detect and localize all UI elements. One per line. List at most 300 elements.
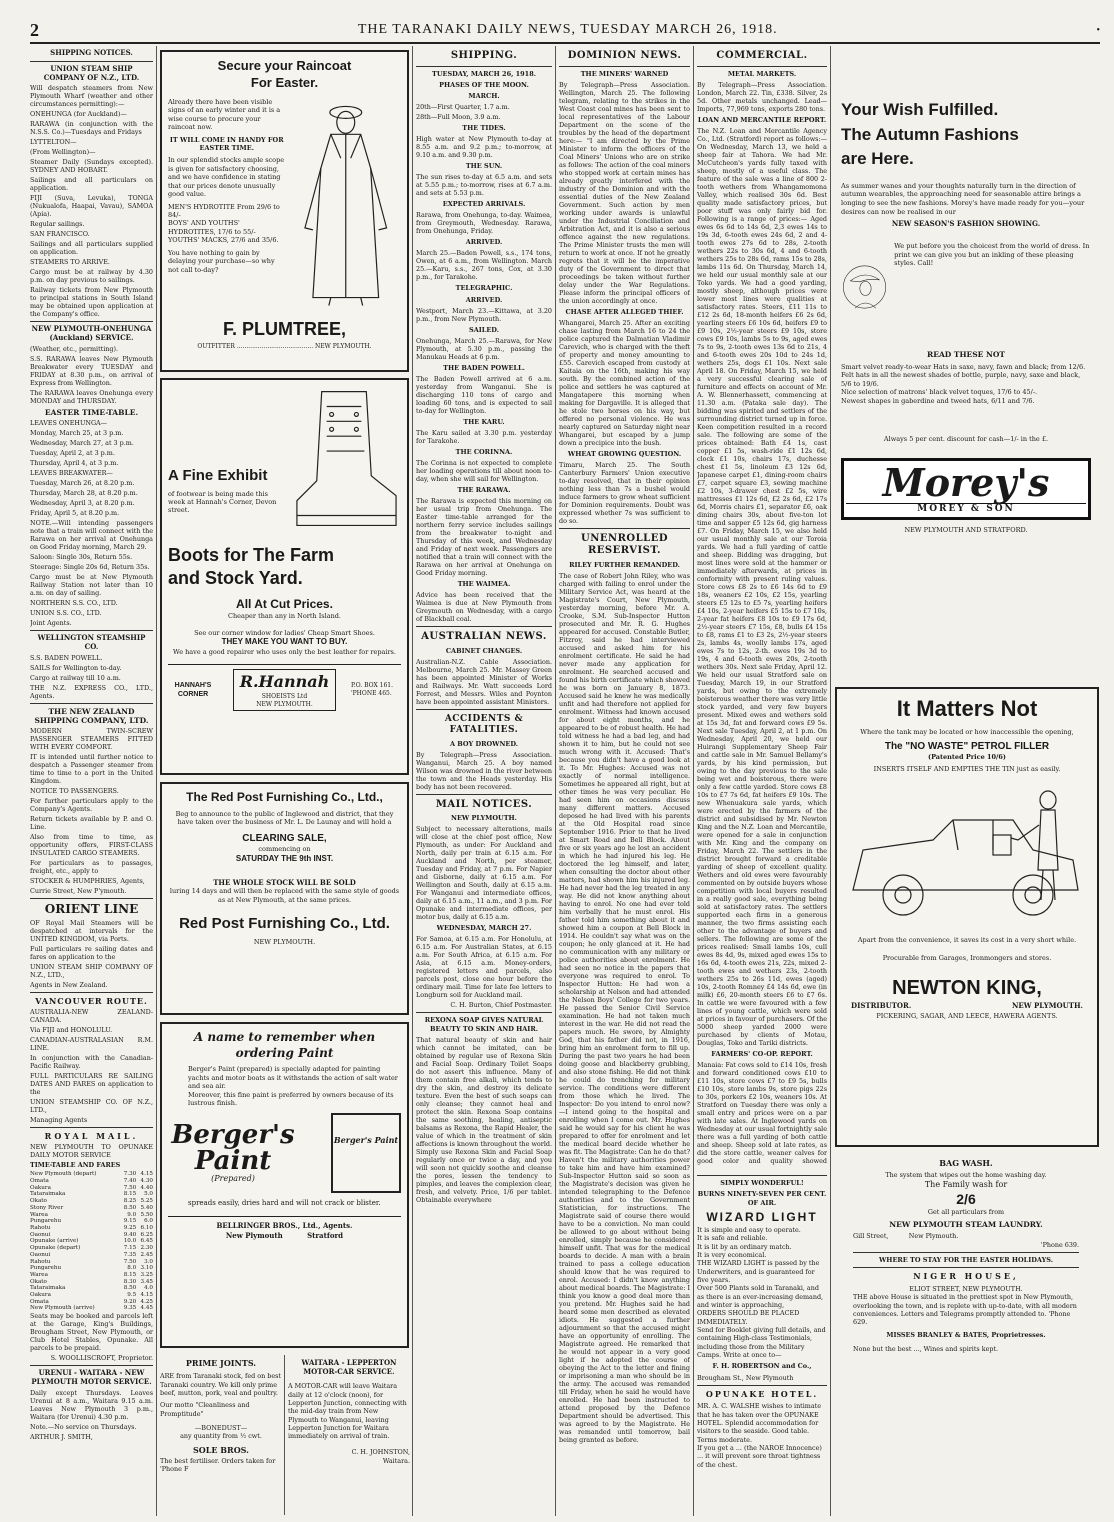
prime-bonedust: —BONEDUST— — [194, 1424, 248, 1433]
hannah-window: See our corner window for ladies' Cheap Smart Shoes. — [194, 628, 375, 637]
timetable-cell: Pungarehu — [30, 1265, 62, 1272]
timetable — [30, 1171, 153, 1312]
corinna-heading: THE CORINNA. — [455, 448, 513, 456]
prime-joints-ad — [160, 1355, 282, 1515]
opunake-title: OPUNAKE HOTEL. — [705, 1388, 819, 1399]
text-line: Thursday, April 4, at 3 p.m. — [30, 459, 119, 468]
wizard-burns: BURNS NINETY-SEVEN PER CENT. OF AIR. — [697, 1190, 827, 1207]
hannah-cheaper: Cheaper than any in North Island. — [228, 612, 341, 621]
metal-body: By Telegraph—Press Association. London, March 22. Tin, £338. Silver, 2s 5d. Other metals unchanged. Lead—Imports, 77,969 tons, exports 280 tons. — [697, 80, 827, 113]
text-line: It is lit by an ordinary match. — [697, 1242, 792, 1251]
prime-firm: SOLE BROS. — [193, 1444, 249, 1455]
morey-read: READ THESE NOT — [927, 350, 1005, 360]
bagwash-l1: The system that wipes out the home washing day. — [885, 1171, 1047, 1180]
timetable-cell: 6.10 — [140, 1225, 153, 1231]
raincoat-item: MEN'S HYDROTITE From 29/6 to 84/- — [168, 202, 280, 220]
newton-firm: NEWTON KING, — [892, 976, 1042, 999]
timetable-row — [30, 1285, 153, 1292]
text-line: Also from time to time, as opportunity offers, FIRST-CLASS INSULATED CARGO STEAMERS. — [30, 833, 153, 858]
text-line: THE N.Z. EXPRESS CO., LTD., Agents. — [30, 683, 153, 700]
opunake-foot: If you get a ... (the NAROE Innocence) ... it will prevent sore throat tightness of the chest. — [697, 1443, 822, 1469]
text-line: LEAVES BREAKWATER— — [30, 469, 113, 478]
timetable-cell: 5.40 — [140, 1204, 153, 1211]
chase-heading: CHASE AFTER ALLEGED THIEF. — [565, 307, 684, 316]
arrived-heading: ARRIVED. — [465, 238, 503, 247]
niger-title: NIGER HOUSE, — [913, 1271, 1019, 1282]
timetable-cell: 7.40 — [123, 1178, 137, 1185]
morey-cash: Always 5 per cent. discount for cash—1/- in the £. — [883, 435, 1049, 444]
timetable-cell: 8.50 — [123, 1285, 137, 1292]
timetable-cell: 10.0 — [123, 1238, 137, 1245]
timetable-cell: Pungarehu — [30, 1218, 62, 1225]
berger-body2: Moreover, this fine paint is preferred by owners because of its lustrous finish. — [188, 1090, 394, 1107]
timetable-cell: 7.30 — [123, 1171, 137, 1178]
text-line: Sailings and all particulars supplied on application. — [30, 240, 153, 257]
timetable-cell: 2.30 — [140, 1245, 153, 1252]
mail-body: Subject to necessary alterations, mails will close at the chief post office, New Plymouth, as under: For Auckland and North, daily per train at 6.15 a.m. For Auckland and North, per steamer, Tuesday and Friday, at 7 p.m. For Napier and Gisborne, daily at 6.15 a.m. For Wellington and South, daily at 6.15 a.m. For Wanganui and intermediate offices, daily at 6.15 a.m., 11 a.m., and 3 p.m. For Opunake and intermediate offices, per motor bus, daily at 6.15 a.m. — [416, 825, 552, 922]
karu-body: The Karu sailed at 3.30 p.m. yesterday for Tarakohe. — [416, 429, 552, 445]
berger-logo: Berger's — [171, 1120, 295, 1151]
arrived-body: March 25.—Baden Powell, s.s., 174 tons, Owen, at 6 a.m., from Wellington. March 25.—Karu, s.s., 267 tons, Cox, at 3.30 p.m., for Tarakohe. — [416, 249, 552, 282]
morey-body: As summer wanes and your thoughts naturally turn in the direction of autumn wearables, the approaching need for seasonable attire brings a longing to see the new fashions. Morey's have made ready for you—your desires can now be realised in our — [841, 181, 1085, 216]
morey-logo: Morey's — [882, 459, 1050, 505]
text-line: UNION STEAMSHIP CO. OF N.Z., LTD., — [30, 1098, 153, 1115]
text-line: CANADIAN-AUSTRALASIAN R.M. LINE. — [30, 1036, 153, 1053]
timetable-cell: 9.5 — [127, 1292, 137, 1299]
timetable-cell: 3.0 — [144, 1258, 153, 1265]
berger-paint-ad — [160, 1022, 409, 1348]
easter-title: EASTER TIME-TABLE. — [44, 407, 139, 417]
newton-patent: (Patented Price 10/6) — [928, 753, 1006, 762]
newton-filler: The "NO WASTE" PETROL FILLER — [884, 741, 1050, 753]
nzship-body — [30, 727, 153, 895]
text-line: RARAWA (in conjunction with the N.S.S. Co.)—Tuesdays and Fridays — [30, 120, 153, 137]
page-number: 2 — [30, 19, 39, 40]
hannah-town: NEW PLYMOUTH. — [256, 700, 313, 708]
col1-header: SHIPPING NOTICES. — [50, 48, 133, 57]
easter-body — [30, 419, 153, 627]
timetable-cell: Stony River — [30, 1204, 64, 1211]
timetable-cell: 3.10 — [140, 1265, 153, 1272]
commercial-column — [697, 46, 827, 1166]
hannah-boots-ad — [160, 378, 409, 775]
bagwash-l2: The Family wash for — [924, 1179, 1008, 1189]
timetable-cell: Oakura — [30, 1184, 51, 1191]
timetable-cell: Warea — [30, 1211, 48, 1218]
text-line: FIJI (Suva, Levuka), TONGA (Nukualofa, Haapai, Vavau), SAMOA (Apia). — [30, 194, 153, 219]
arrived2-heading: ARRIVED. — [465, 295, 503, 304]
tides-heading: THE TIDES. — [462, 123, 506, 132]
waitara-title: WAITARA - LEPPERTON MOTOR-CAR SERVICE. — [301, 1358, 397, 1377]
timetable-cell: 8.50 — [123, 1204, 137, 1211]
timetable-cell: 9.40 — [123, 1231, 137, 1238]
text-line: Cargo must be at New Plymouth Railway Station not later than 10 a.m. on day of sailing. — [30, 573, 153, 598]
tides-body: High water at New Plymouth to-day at 8.55 a.m. and 9.2 p.m.; to-morrow, at 9.10 a.m. and 9.30 p.m. — [416, 135, 552, 159]
hannah-want: THEY MAKE YOU WANT TO BUY. — [221, 637, 348, 647]
timetable-cell: 8.25 — [123, 1198, 137, 1205]
timetable-row — [30, 1225, 153, 1232]
morey-head2: The Autumn Fashions — [841, 124, 1019, 144]
wheat-heading: WHEAT GROWING QUESTION. — [567, 449, 682, 458]
text-line: ONEHUNGA (for Auckland)— — [30, 110, 127, 119]
morey-logo2: MOREY & SON — [846, 503, 1086, 516]
text-line: Cargo at railway till 10 a.m. — [30, 673, 121, 682]
timetable-cell: 9.0 — [127, 1211, 137, 1218]
column-rule — [412, 46, 413, 1516]
text-line: NORTHERN S.S. CO., LTD. — [30, 599, 118, 608]
plumtree-footer: OUTFITTER ........................................ NEW PLYMOUTH. — [197, 343, 372, 351]
morey-fashion-ad — [835, 92, 1097, 685]
chase-body: Whangarei, March 25. After an exciting chase lasting from March 16 to 24 the police captured the Dalmatian Vladimir Carevich, who is charged with the theft of property and money amounting to £55. Carevich escaped from custody at Kaitaia on the 16th, making his way south. By the combined action of the police and settlers he was captured at Mangatapere this morning when making for Dargaville. It is alleged that he stole two horses on his way, but offered no personal violence. He was nearly captured on Saturday night near Whangarei, but escaped by a jump down a precipice into the bush. — [559, 318, 690, 447]
berger-agents: BELLRINGER BROS., Ltd., Agents. — [216, 1221, 353, 1231]
hannah-head2: and Stock Yard. — [168, 568, 303, 589]
column-rule — [693, 46, 694, 1516]
moon-line: 20th—First Quarter, 1.7 a.m. — [416, 102, 510, 111]
text-line: Felt hats in all the newest shades of bottle, purple, navy, saxe and black, 5/6 to 19/6. — [841, 371, 1081, 388]
arrived2-body: Westport, March 23.—Kittawa, at 3.20 p.m., from New Plymouth. — [416, 306, 552, 323]
raincoat-body3: You have nothing to gain by delaying your purchase—so why not call to-day? — [168, 248, 275, 274]
timetable-cell: 2.45 — [140, 1251, 153, 1258]
timetable-row — [30, 1205, 153, 1212]
text-line: Nice selection of matrons' black velvet toques, 17/6 to 45/-. — [841, 388, 1038, 397]
royalmail-sub: NEW PLYMOUTH TO OPUNAKE DAILY MOTOR SERVICE — [30, 1143, 153, 1160]
timetable-cell: Tataraimaka — [30, 1191, 66, 1198]
bag-wash-ad — [835, 1155, 1097, 1515]
bagwash-firm: NEW PLYMOUTH STEAM LAUNDRY. — [889, 1219, 1043, 1229]
text-line: NOTICE TO PASSENGERS. — [30, 787, 119, 796]
sun-heading: THE SUN. — [465, 162, 503, 170]
karu-heading: THE KARU. — [463, 417, 505, 426]
loan-body: The N.Z. Loan and Mercantile Agency Co., Ltd. (Stratford) report as follows:— On Wednesday, March 13, we held a sheep fair at Tahora. We had Mr. McCutcheon's yards fully taxed with sheep, mostly of a useful class. The feature of the sale was a line of 800 2-tooth wethers from Whangamomona Valley, which realised 30s 6d. Best quality made satisfactory prices, but poor stuff was only fairly bid for. Following is a range of prices:— Aged ewes 6s 6d to 14s 6d, 2,3 ewes 14s to 19s 3d, 6-tooth ewes 24s 6d, 2 and 4-tooth ewes 27s 6d to 28s, 2-tooth wethers 22s to 30s 6d, 4 and 6-tooth wethers 25s to 28s 6d, rams 15s to 28s, lambs 11s 6d. On Thursday, March 14, we held our usual monthly sale at our Toko yards. We had a good yarding, mostly sheep, although prices were lower most lines were qualities at satisfactory rates. Steers, £11 11s to £12 2s 6d, 18-month heifers £6 2s 6d, yearling steers £6 10s 6d, heifers £9 to £9 10s, 2½-year steers £9 10s, store cows £9 10s, lambs 5s to 9s, aged ewes 7s to 9s, 2-tooth ewes 13s 6d to 21s, 4 and 6-tooth ewes 20s 10d to 24s 1d, wethers 25s, dogs £1 10s. Next sale April 18. On Friday, March 15, we held a very successful clearing sale of furniture and effects on account of Mr. A. W. Blennerhassett, commencing at 11.30 a.m. (Pataka sale day). The bidding was spirited and settlers of the surrounding district turned up in force. Keen competition resulted in a record sale. The following are some of the prices obtained: Bath £4 1s, cast copper £1 5s, wash-ride £1 12s 6d, clock £1 10s, chairs 17s, duchesse chest £1 5s, linoleum £3 12s 6d, Japanese carpet £1, dining-room chairs £7, carpet square £3, sewing machine £2 10s, 3-drawer chest £2 5s, wire mattresses £1 12s 6d, £2 2s 6d, £2 17s 6d, Morris chairs £1, separator £6, oak dining chairs 30s, about five-ton lot time and sapper £5 12s 6d, gig harness £7. On Friday, March 15, we also held our usual monthly sale at our Toroia yards. We had a full yarding of cattle and sheep. Bidding was dragging, but most lines were sold at the hammer or immediately afterwards, at prices in conformity with present ruling values. Store cows £8 2s to £6 14s 6d to £9 18s, weaners £2 10s, £2 15s, yearling steers £5 12s to £5 7s, yearling heifers £4 10s, 2-year heifers £5 15s to £7 10s, 2-year fat heifers £8 10s to £9 17s 6d, 2½-year steers £7 15s, £8, bulls £4 15s to £8, rams £1 to £3 2s, 2½-year steers 2s, lambs 4s, woolly lambs 17s, aged ewes 7s to 12s, 2-th. ewes 19s 3d to 19s, 4 and 6-tooth ewes 20s, 2-tooth wethers 30s. Next sale Friday, April 12. We held our usual Stratford sale on Tuesday, March 19, in our Stratford yards, but owing to the extremely boisterous weather there was very little stock yarded, and very few buyers present. Mixed ewes and wethers sold at 15s 3d, fat and forward cows £9 5s. Next sale Tuesday, April 2, at 1 p.m. On Wednesday, April 20, we held our Huirangi Supplementary Sheep Fair and cattle sale in Mr. Samuel Bellamy's yards, by his kind permission, but owing to the day previous to the sale being wet and boisterous, there were only a few cattle yarded. Store cows £8 10s to £7 7s 6d, fat heifers £9 10s. The new Whenuakura sale yards, which were erected by the farmers of the district and subsidised by Mr. Newton King and the N.Z. Loan and Mercantile, were opened for a sale in conjunction with Mr. King and the company on Friday, March 22. The settlers in the district brought forward a creditable yarding of sheep of excellent quality. Wethers and old ewes were favourably commented on by outside buyers whose competition with local buyers resulted in a really good sale, everything being sold at satisfactory rates. The settlers supported each firm in a generous manner, the two firms assisting each other to the advantage of buyers and sellers. The following are some of the prices realised: Small lambs 10s, cull ewes 8s 4d, 9s, mixed aged ewes 15s to 16s 6d, 4-tooth ewes 21s, 22s, mixed 2-tooth ewes and wethers 23s, 2-tooth wethers 25s to 26s 11d, ewes (aged) 10s, 2-tooth Romney £4 14s 6d, ewe (in milk) £6, 20-month steers £6 to £7 6s. In cattle we were favoured with a few lines of young cattle, which were sold at prices in favour of purchasers. Of the 5000 sheep yarded 2000 were purchased by clients of Motau, Douglas, Toko and Tariki districts. — [697, 126, 827, 1047]
wines-note: None but the best ..., Wines and spirits kept. — [853, 1344, 999, 1353]
berger-prep: (Prepared) — [211, 1174, 255, 1184]
rexona-body: That natural beauty of skin and hair which cannot be imitated, can be obtained by regular use of Rexona Skin and Facial Soap. Ordinary Toilet Soaps do not assert this influence. Many of them contain free alkali, which tends to dry the skin, and destroy its delicate texture. Even the best of such soaps can only cleanse; they cannot heal and protect the skin. Rexona Soap contains the same soothing, healing, antiseptic balsams as Rexona, the Rapid Healer, the value of which in the treatment of skin affections is known throughout the world. Simply use Rexona Skin and Facial Soap regularly once or twice a day, and you will soon not quickly soothe and cleanse the pores, lessen the tendency to pimples, and leaves the complexion clear, fresh, and velvety. Price, 1/6 per tablet. Obtainable everywhere — [416, 1035, 552, 1204]
masthead — [30, 18, 1100, 44]
waitara-town: Waitara. — [382, 1456, 410, 1465]
timetable-cell: 7.50 — [123, 1258, 137, 1265]
timetable-cell: 5.0 — [144, 1191, 153, 1198]
timetable-cell: New Plymouth (arrive) — [30, 1305, 95, 1312]
text-line: Daily except Thursdays. Leaves Urenui at 8 a.m., Waitara 9.15 a.m. Leaves New Plymouth 3 p.m., Waitara (for Urenui) 4.30 p.m. — [30, 1388, 153, 1421]
hannah-phone: 'PHONE 465. — [351, 690, 392, 698]
morey-head3: are Here. — [841, 149, 914, 169]
text-line: S.S. RARAWA leaves New Plymouth Breakwater every TUESDAY and FRIDAY at 8.30 p.m., on arrival of Express from Wellington. — [30, 354, 153, 387]
hannah-logo: R.Hannah — [239, 672, 330, 692]
wizard-town: Brougham St., New Plymouth — [697, 1373, 794, 1382]
wellington-body — [30, 654, 153, 700]
waitara-body: A MOTOR-CAR will leave Waitara daily at 12 o'clock (noon), for Lepperton Junction, connecting with the mid-day train from New Plymouth to Wanganui, leaving Lepperton Junction for Waitara immediately on arrival of train. — [288, 1382, 407, 1441]
niger-body: THE above House is situated in the prettiest spot in New Plymouth, overlooking the town, and is replete with up-to-date, with all modern conveniences. Letters and Telegrams promptly attended to. 'Phone 629. — [853, 1293, 1077, 1327]
timetable-row — [30, 1252, 153, 1259]
raincoat-cta: IT WILL COME IN HANDY FOR EASTER TIME. — [169, 135, 284, 152]
prime-bone2: any quantity from ½ cwt. — [180, 1432, 262, 1441]
timetable-row — [30, 1171, 153, 1178]
timetable-cell: Okato — [30, 1198, 47, 1205]
morey-towns: NEW PLYMOUTH AND STRATFORD. — [904, 526, 1028, 535]
redpost-town: NEW PLYMOUTH. — [253, 937, 316, 946]
timetable-cell: 4.15 — [140, 1171, 153, 1178]
timetable-cell: 6.45 — [140, 1238, 153, 1245]
text-line: ORDERS SHOULD BE PLACED IMMEDIATELY. — [697, 1309, 800, 1326]
urenui-body — [30, 1389, 153, 1441]
text-line: Via FIJI and HONOLULU. — [30, 1026, 113, 1035]
text-line: Steerage: Single 20s 6d, Return 35s. — [30, 563, 150, 572]
riley-heading: RILEY FURTHER REMANDED. — [569, 560, 680, 569]
text-line: NOTE.—Will intending passengers note that a train will connect with the Rarawa on her arrival at Onehunga on Good Friday morning, March 29. — [30, 519, 153, 552]
expected-body: Rarawa, from Onehunga, to-day. Waimea, from Greymouth, Wednesday. Rarawa, from Onehunga, Friday. — [416, 211, 552, 236]
unenrolled-heading: UNENROLLED RESERVIST. — [580, 532, 668, 557]
niger-street: ELIOT STREET, NEW PLYMOUTH. — [909, 1284, 1023, 1293]
masthead-title: THE TARANAKI DAILY NEWS, TUESDAY MARCH 26, 1918. — [357, 22, 778, 37]
text-line: IT is intended until further notice to despatch a Passenger steamer from time to time to a port in the United Kingdom. — [30, 753, 153, 786]
raincoat-title1: Secure your Raincoat — [217, 58, 352, 73]
plumtree-firm: F. PLUMTREE, — [222, 318, 346, 339]
baden-body: The Baden Powell arrived at 6 a.m. yesterday from Wanganui. She is discharging 110 tons of cargo and loading 60 tons, and is expected to sail to-day for Wellington. — [416, 374, 552, 415]
orient-body — [30, 919, 153, 989]
text-line: UNION STEAM SHIP COMPANY OF N.Z., LTD., — [30, 963, 153, 980]
newton-town: NEW PLYMOUTH. — [1012, 1000, 1083, 1010]
miners-heading: THE MINERS' WARNED — [580, 69, 669, 78]
baden-heading: THE BADEN POWELL. — [443, 363, 525, 372]
orient-title: ORIENT LINE — [44, 902, 139, 917]
shipping-column — [416, 46, 552, 1516]
text-line: Thursday, March 28, at 8.20 p.m. — [30, 489, 138, 498]
wizard-lines — [697, 1226, 827, 1359]
accidents-heading: ACCIDENTS & FATALITIES. — [444, 714, 524, 736]
text-line: Over 500 Plants sold in Taranaki, and as there is an ever-increasing demand, and winter is approaching, — [697, 1284, 824, 1309]
lady-hat-illustration — [841, 232, 888, 342]
wellington-title: WELLINGTON STEAMSHIP CO. — [37, 633, 146, 651]
text-line: THE WIZARD LIGHT is passed by the Underwriters, and is guaranteed for five years. — [697, 1259, 820, 1284]
cabinet-body: Australian-N.Z. Cable Association. Melbourne, March 25. Mr. Massey Green has been appointed Minister of Works and Railways. Mr. Watt succeeds Lord Forrest, and Messrs. Wiles and Poynton have been appointed assistant Ministers. — [416, 658, 552, 706]
onehunga-sub: (Weather, etc., permitting). — [30, 344, 118, 353]
sailed-body: Onehunga, March 25.—Rarawa, for New Plymouth, at 5.30 p.m., passing the Manukau Heads at 6 p.m. — [416, 336, 552, 361]
timetable-cell: Oaonui — [30, 1231, 51, 1238]
moon-heading: PHASES OF THE MOON. — [439, 80, 529, 89]
text-line: ARTHUR J. SMITH, — [30, 1432, 93, 1441]
timetable-cell: 7.15 — [123, 1245, 137, 1252]
text-line: Send for Booklet giving full details, and containing High-class Testimonials, including those from the Military Camps. Write at once to— — [697, 1325, 826, 1359]
redpost-sale: CLEARING SALE, — [242, 833, 327, 845]
text-line: FULL PARTICULARS RE SAILING DATES AND FARES on application to the — [30, 1072, 153, 1097]
royalmail-signed: S. WOOLLISCROFT, Proprietor. — [50, 1354, 153, 1363]
text-line: Agents in New Zealand. — [30, 981, 108, 990]
column-rule — [156, 46, 157, 1516]
newton-procure: Procurable from Garages, Ironmongers and stores. — [882, 954, 1052, 963]
text-line: OF Royal Mail Steamers will be despatched at intervals for the UNITED KINGDOM, via Ports. — [30, 919, 153, 944]
timetable-cell: Omata — [30, 1298, 49, 1305]
timetable-cell: 5.50 — [140, 1211, 153, 1218]
text-line: Sailings and all particulars on application. — [30, 176, 153, 193]
newton-dist: DISTRIBUTOR. — [851, 1000, 912, 1010]
timetable-cell: Oaonui — [30, 1251, 51, 1258]
wheat-body: Timaru, March 25. The South Canterbury Farmers' Union executive to-day resolved, that in their opinion nothing less than 7s a bushel would induce farmers to grow wheat sufficient for Dominion requirements. Doubt was expressed whether 7s was sufficient to do so. — [559, 460, 690, 525]
hannah-box: P.O. BOX 161. — [351, 682, 393, 690]
timetable-cell: 7.35 — [123, 1251, 137, 1258]
hannah-logo2: SHOEISTS Ltd — [261, 692, 308, 700]
boy-heading: A BOY DROWNED. — [449, 739, 519, 748]
text-line: For particulars as to passages, freight, etc., apply to — [30, 859, 153, 876]
raincoat-body1: Already there have been visible signs of an early winter and it is a wise course to procure your raincoat now. — [168, 97, 281, 132]
niger-where: WHERE TO STAY FOR THE EASTER HOLIDAYS. — [879, 1256, 1053, 1265]
rexona-heading: REXONA SOAP GIVES NATURAL BEAUTY TO SKIN AND HAIR. — [424, 1016, 544, 1033]
column-rule — [830, 46, 831, 1516]
timetable-cell: 4.45 — [140, 1305, 153, 1312]
timetable-cell: 9.35 — [123, 1305, 137, 1312]
timetable-cell: Warea — [30, 1271, 48, 1278]
farmers-body: Manaia: Fat cows sold to £14 10s, fresh and forward conditioned cows £10 to £11 10s, store cows £7 to £9 5s, bulls £10 10s, store lambs 9s, store pigs 22s to 30s, porkers £2 10s, weaners 10s. At Stratford on Tuesday there was only a small entry and prices were on a par with late sales. At Inglewood yards on Wednesday at our usual fortnightly sale there was a full yarding of both cattle and sheep. Sheep sold at late rates, as did the store cattle, weaner calves for good color and quality showed — [697, 1060, 827, 1165]
hannah-tag2: of footwear is being made this week at Hannah's Corner, Devon street. — [168, 489, 277, 515]
berger-spread: spreads easily, dries hard and will not crack or blister. — [188, 1199, 381, 1208]
timetable-cell: 9.25 — [123, 1225, 137, 1231]
timetable-row — [30, 1279, 153, 1286]
text-line: Saloon: Single 30s, Return 55s. — [30, 553, 133, 562]
rarawa-body: The Rarawa is expected this morning on her usual trip from Onehunga. The Easter time-table arranged for the northern ferry service includes sailings from the breakwater to-night and Thursday of this week, and Wednesday and Friday of next week. Passengers are notified that a train will connect with the Rarawa on her arrival at Onehunga on Good Friday morning. — [416, 497, 552, 578]
vancouver-body — [30, 1008, 153, 1124]
mail-heading: MAIL NOTICES. — [435, 798, 533, 810]
timetable-cell: 4.0 — [144, 1285, 153, 1292]
text-line: In conjunction with the Canadian-Pacific Railway. — [30, 1054, 153, 1071]
timetable-row — [30, 1265, 153, 1272]
waimea-body: Advice has been received that the Waimea is due at New Plymouth from Greymouth on Wednesday, with a cargo of Blackball coal. — [416, 591, 552, 624]
berger-head1: A name to remember when — [193, 1030, 376, 1044]
boot-illustration — [287, 386, 401, 536]
bagwash-title: BAG WASH. — [939, 1158, 993, 1168]
miners-body: By Telegraph—Press Association. Wellington, March 25. The following telegram, relating to the strikes in the West Coast coal mines has been sent to local representatives of the Labour Department on the scene of the troubles by the head of the department here:— "I am directed by the Prime Minister to inform the officers of the Coal Miners' Unions who are on strike as follows: The action of the coal miners who stopped work at certain mines has already greatly interfered with the industry of the Dominion and with the essential duties of the New Zealand Government. Such action by men working under awards is unlawful under the Industrial Conciliation and Arbitration Act, and it is also a serious offence against the new regulations. The Prime Minister trusts the men will return to work at once. If not he greatly regrets that it will be the imperative duty of the Government to direct that proceedings be taken without further delay under the War Regulations. Please inform the principal officers of the union accordingly at once. — [559, 80, 690, 305]
text-line: Monday, March 25, at 3 p.m. — [30, 429, 124, 438]
plumtree-raincoat-ad — [160, 50, 409, 372]
union-title: UNION STEAM SHIP COMPANY OF N.Z., LTD. — [43, 63, 140, 82]
bagwash-price: 2/6 — [956, 1191, 976, 1208]
expected-heading: EXPECTED ARRIVALS. — [442, 200, 526, 209]
text-line: Currie Street, New P'ymouth. — [30, 887, 127, 896]
text-line: Wednesday, March 27, at 3 p.m. — [30, 439, 134, 448]
niger-owners: MISSES BRANLEY & BATES, Proprietresses. — [886, 1330, 1046, 1339]
text-line: Joint Agents. — [30, 619, 72, 628]
rarawa-heading: THE RARAWA. — [457, 486, 511, 495]
mail-wed-body: For Samoa, at 6.15 a.m. For Honolulu, at 6.15 a.m. For Australian States, at 6.15 a.m. For South Africa, at 6.15 a.m. For Asia, at 6.15 a.m. Money-orders, registered letters and parcels, also parcels post, close one hour before the ordinary mail. Time for late fee letters to Longburn soil for Auckland mail. — [416, 935, 552, 1000]
col4-header: DOMINION NEWS. — [567, 50, 682, 61]
dominion-news-column — [559, 46, 690, 1516]
masthead-end: • — [1096, 24, 1100, 36]
timetable-cell: 5.25 — [140, 1198, 153, 1205]
raincoat-item: YOUTHS' MACKS, 27/6 and 35/6. — [168, 236, 279, 245]
text-line: STOCKER & HUMPHRIES, Agents, — [30, 877, 145, 886]
timetable-cell: 3.45 — [140, 1278, 153, 1285]
timetable-cell: 8.15 — [123, 1271, 137, 1278]
berger-tin-illustration — [331, 1113, 401, 1193]
timetable-row — [30, 1212, 153, 1219]
royalmail-title: ROYAL MAIL. — [44, 1131, 139, 1142]
text-line: STEAMERS TO ARRIVE. — [30, 258, 110, 267]
timetable-cell: 6.0 — [144, 1218, 153, 1225]
timetable-cell: 3.25 — [140, 1271, 153, 1278]
moon-month: MARCH. — [468, 91, 500, 100]
bagwash-street: Gill Street, New Plymouth. — [853, 1232, 959, 1241]
waitara-motor-ad — [288, 1355, 410, 1515]
text-line: Tuesday, April 2, at 3 p.m. — [30, 449, 115, 458]
hannah-repair: We have a good repairer who uses only the best leather for repairs. — [173, 647, 396, 656]
newton-apart: Apart from the convenience, it saves its cost in a very short while. — [857, 935, 1077, 944]
timetable-cell: New Plymouth (depart) — [30, 1171, 97, 1178]
timetable-cell: 6.25 — [140, 1231, 153, 1238]
text-line: LYTTELTON— — [30, 138, 77, 147]
prime-motto: Our motto "Cleanliness and Promptitude" — [160, 1401, 250, 1418]
text-line: It is safe and reliable. — [697, 1234, 768, 1243]
timetable-row — [30, 1185, 153, 1192]
nzship-title: THE NEW ZEALAND SHIPPING COMPANY, LTD. — [34, 706, 149, 725]
mail-wed-heading: WEDNESDAY, MARCH 27. — [436, 924, 532, 933]
wizard-simply: SIMPLY WONDERFUL! — [720, 1179, 804, 1187]
telegraphic-heading: TELEGRAPHIC. — [455, 284, 513, 293]
timetable-row — [30, 1305, 153, 1312]
postmaster: C. H. Burton, Chief Postmaster. — [450, 1001, 552, 1010]
timetable-row — [30, 1218, 153, 1225]
text-line: S.S. BADEN POWELL. — [30, 653, 103, 662]
urenui-title: URENUI - WAITARA - NEW PLYMOUTH MOTOR SERVICE. — [31, 1368, 152, 1386]
newton-head: It Matters Not — [896, 696, 1038, 721]
text-line: SAILS for Wellington to-day. — [30, 663, 122, 672]
text-line: Newest shapes in gaberdine and tweed hats, 6/11 and 7/6. — [841, 396, 1035, 405]
sailed-heading: SAILED. — [469, 325, 499, 334]
text-line: Wednesday, April 3, at 8.20 p.m. — [30, 499, 135, 508]
timetable-row — [30, 1259, 153, 1266]
farmers-heading: FARMERS' CO-OP. REPORT. — [711, 1049, 813, 1058]
timetable-row — [30, 1292, 153, 1299]
opunake-body: MR. A. C. WALSHE wishes to intimate that he has taken over the OPUNAKE HOTEL. Splendid accommodation for visitors to the seaside. Good table. Terms moderate. — [697, 1402, 822, 1444]
loan-heading: LOAN AND MERCANTILE REPORT. — [697, 115, 827, 124]
morey-items — [841, 363, 1091, 405]
raincoat-man-illustration — [291, 98, 401, 308]
timetable-cell: Opunake (depart) — [30, 1245, 81, 1252]
onehunga-body — [30, 355, 153, 405]
raincoat-body2: In our splendid stocks ample scope is given for satisfactory choosing, and we have confidence in stating that our prices denote unusually good value. — [168, 156, 285, 199]
text-line: Tuesday, March 26, at 8.20 p.m. — [30, 479, 135, 488]
onehunga-title: NEW PLYMOUTH-ONEHUNGA (Auckland) SERVICE. — [31, 324, 152, 342]
wizard-firm: F. H. ROBERTSON and Co., — [712, 1362, 812, 1371]
timetable-cell: 8.0 — [127, 1265, 137, 1272]
text-line: Return tickets available by P. and O. Line. — [30, 815, 153, 832]
shipping-notices-column — [30, 46, 153, 1516]
wizard-light-ad — [697, 1172, 827, 1512]
car-with-filler-illustration — [843, 780, 1093, 930]
royalmail-note: Seats may be booked and parcels left at the Garage, King's Buildings, Brougham Street, New Plymouth, or Club Hotel Stables, Opunake. All parcels to be prepaid. — [30, 1312, 153, 1353]
text-line: Regular sailings. — [30, 220, 85, 229]
timetable-cell: 9.20 — [123, 1298, 137, 1305]
corinna-body: The Corinna is not expected to complete her loading operations till about noon to-day, when she will sail for Wellington. — [416, 459, 552, 484]
text-line: Will despatch steamers from New Plymouth Wharf (weather and other circumstances permitting):— — [30, 84, 153, 109]
timetable-row — [30, 1191, 153, 1198]
timetable-cell: Oakura — [30, 1292, 51, 1299]
hannah-cut: All At Cut Prices. — [236, 596, 333, 611]
redpost-date: SATURDAY THE 9th INST. — [235, 853, 334, 863]
timetable-row — [30, 1178, 153, 1185]
hannah-tag1: A Fine Exhibit — [168, 467, 268, 484]
text-line: The RARAWA leaves Onehunga every MONDAY and THURSDAY. — [30, 388, 153, 405]
col3-header: SHIPPING. — [450, 50, 518, 61]
cabinet-heading: CABINET CHANGES. — [445, 646, 523, 655]
text-line: Steamer Daily (Sundays excepted). SYDNEY AND HOBART. — [30, 158, 153, 175]
newton-inserts: INSERTS ITSELF AND EMPTIES THE TIN just as easily. — [873, 765, 1061, 774]
redpost-title: The Red Post Furnishing Co., Ltd., — [186, 790, 383, 804]
timetable-cell: 4.25 — [140, 1298, 153, 1305]
riley-body: The case of Robert John Riley, who was charged with failing to enrol under the Military Service Act, was heard at the Magistrate's Court, New Plymouth, yesterday morning, before Mr. A. Crooke, S.M. Sub-Inspector Hutton prosecuted and Mr. R. G. Hughes appeared for accused. Constable Butler, Fitzroy, said he had interviewed accused and asked him for his enrolment certificate. He said he had never made any application for enrolment. He searched accused and found his birth certificate which showed he was born on January 8, 1873. Accused said he knew he was medically unfit and had therefore not applied for enrolment. Witness had known accused for about eight months, and he appeared to be of robust health. He had told witness he had a bad leg, and had shown it to him, but he could not see much wrong with it. Accused: That's because you didn't have a good look at it. To Mr. Hughes: Accused was not exactly of normal intelligence. Sometimes he appeared all right, but at other times he was very peculiar. He had seen him on occasions discuss many different matters. Accused deposed he had lived with his parents at the Old Hospital road since September 1916. Prior to that he lived at Smart Road and Bell Block. About five or six years ago he lost an accident in which he had injured his leg. He doctored the leg himself, and later, when consulting the doctor about other matters, had shown him his injured leg. He had never had the leg treated in any way. He did not know anything about having to enrol. No one had ever told him verbally that he must enrol. His father told him something about it and showed him a coupon at Bell Block in 1914. He couldn't say what was on the coupon; he only glanced at it. He had no communication with any military or police authorities about enrolment. He had seen no notice in the papers that everyone was required to enrol. To Inspector Hutton: He had won a scholarship at Nelson and had attended the Nelson Boys' College for two years. He passed the Senior Civil Service examination. He had not taken much interest in the war. He did not read the papers much. He swore, by Almighty God, that his father did not, in 1916, bring him an enrolment form to fill up. During the past two years he had been doing goose and blackberry grubbing, and also stone fishing. He did not think he could do trenching for military service. The conditions were different from those which he lived. The Inspector: Do you intend to enrol now?—I intend going to the hospital and enrolling when I come out. Mr. Hughes said he would say for his client he was prepared to offer for enrolment and let the medical board decide whether he was fit. The Magistrate: Can he do that? Haven't the military authorities power to take him and have him examined? Sub-Inspector Hutton said so soon as the Magistrate's decision was given he intended telegraphing to the Defence authorities and to the Government Statistician, for instructions. The Magistrate said of course there would have to be a conviction. No man could be allowed to go about without being enrolled, simply because he considered himself unfit. That was for the medical boards to decide. A man with a brain trained to pass a college education should know that he was required to enrol. Accused: I didn't know anything about medical boards. The Magistrate: I think you know a good deal more than you pretend. Mr. Hughes said he had heard some men described as elevated idiots. He suggested a further adjournment so that the accused might have an opportunity of enrolling. The Magistrate agreed. He remarked that he would not appear in a very good light if he adopted the course of obeying the Act to the letter and fining or imprisoning a man who should be in the army. The accused was remanded till Friday, when he said he would have enrolled. He had been instructed to attend proposed by the Defence Department should be advertised. This was agreed to by the Magistrate. He was remanded until tomorrow, bail being granted as before. — [559, 572, 690, 1444]
text-line: (From Wellington)— — [30, 148, 96, 157]
text-line: Cargo must be at railway by 4.30 p.m. on day previous to sailings. — [30, 268, 153, 285]
berger-head2: ordering Paint — [235, 1045, 334, 1060]
text-line: It is simple and easy to operate. — [697, 1225, 801, 1234]
red-post-furnishing-ad — [160, 782, 409, 1015]
